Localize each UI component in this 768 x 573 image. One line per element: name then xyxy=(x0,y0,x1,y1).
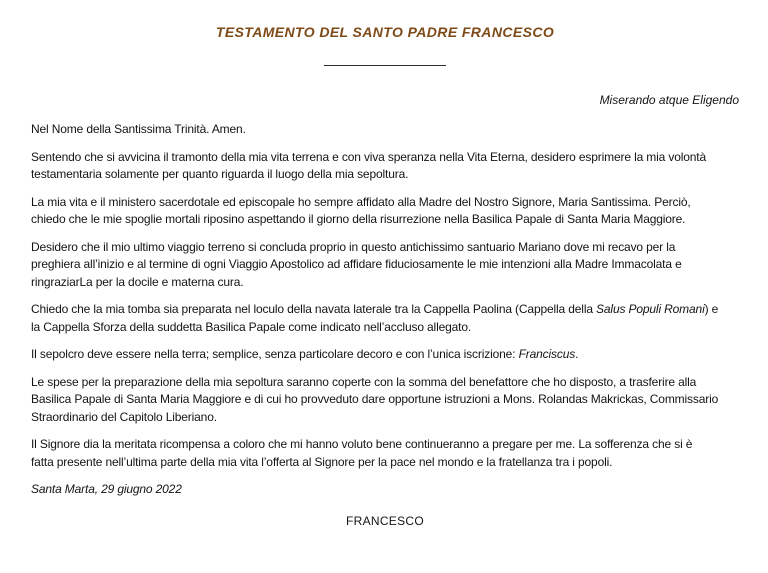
date-place-line: Santa Marta, 29 giugno 2022 xyxy=(31,482,182,496)
text-run: Il Signore dia la meritata ricompensa a coloro che mi hanno voluto bene continueranno a pregare per me. La sofferenza che si è xyxy=(31,437,693,451)
title-separator-rule xyxy=(324,65,446,66)
text-run: La mia vita e il ministero sacerdotale ed episcopale ho sempre affidato alla Madre del Nostro Signore, Maria Santissima. Perciò, xyxy=(31,194,691,209)
text-line xyxy=(31,256,739,274)
text-run: Il sepolcro deve essere nella terra; semplice, senza particolare decoro e con l’unica iscrizione: xyxy=(31,347,519,361)
paragraph-blessing xyxy=(31,436,739,471)
text-run: chiedo che le mie spoglie mortali riposino aspettando il giorno della risurrezione nella Basilica Papale di Santa Maria Maggiore. xyxy=(31,212,686,226)
text-run: Basilica Papale di Santa Maria Maggiore e di cui ho provveduto dare opportune istruzioni a Mons. Rolandas Makrickas, Commissario xyxy=(31,392,719,406)
text-line xyxy=(31,374,739,392)
text-run: la Cappella Sforza della suddetta Basilica Papale come indicato nell’accluso allegato. xyxy=(31,319,472,334)
text-run: testamentaria solamente per quanto riguarda il luogo della mia sepoltura. xyxy=(31,167,409,181)
text-run: ) e xyxy=(704,302,719,316)
text-line xyxy=(31,436,739,454)
text-line xyxy=(31,346,739,364)
text-line xyxy=(31,194,739,212)
text-run: preghiera all’inizio e al termine di ogni Viaggio Apostolico ad affidare fiduciosamente le mie intenzioni alla Madre Immacolata e xyxy=(31,257,682,271)
text-run: . xyxy=(575,347,579,361)
papal-motto: Miserando atque Eligendo xyxy=(599,93,739,107)
document-title: TESTAMENTO DEL SANTO PADRE FRANCESCO xyxy=(215,24,555,40)
text-line xyxy=(31,454,739,472)
text-line xyxy=(31,319,739,337)
text-run: Le spese per la preparazione della mia sepoltura saranno coperte con la somma del benefattore che ho disposto, a trasferire alla xyxy=(31,374,697,389)
text-run: Nel Nome della Santissima Trinità. Amen. xyxy=(31,122,246,136)
text-line xyxy=(31,166,739,184)
paragraph-tomb-location xyxy=(31,301,739,336)
italic-text-run: Franciscus xyxy=(518,347,576,361)
paragraph-expenses xyxy=(31,374,739,427)
testament-document-page xyxy=(0,24,768,573)
text-line xyxy=(31,391,739,409)
paragraph-dedication xyxy=(31,194,739,229)
text-line xyxy=(31,301,739,319)
text-line xyxy=(31,211,739,229)
text-run: Straordinario del Capitolo Liberiano. xyxy=(31,409,217,424)
text-run: ringraziarLa per la docile e materna cura. xyxy=(31,274,244,289)
document-body xyxy=(31,121,739,530)
text-line xyxy=(31,274,739,292)
text-line xyxy=(31,409,739,427)
paragraph-premise xyxy=(31,149,739,184)
paragraph-invocation xyxy=(31,121,739,139)
text-run: Desidero che il mio ultimo viaggio terreno si concluda proprio in questo antichissimo santuario Mariano dove mi recavo per la xyxy=(31,239,676,254)
text-line xyxy=(31,121,739,139)
signature: FRANCESCO xyxy=(345,513,425,528)
text-run: Sentendo che si avvicina il tramonto della mia vita terrena e con viva speranza nella Vita Eterna, desidero esprimere la mia volontà xyxy=(31,149,707,164)
italic-text-run: Salus Populi Romani xyxy=(596,302,705,316)
paragraph-sanctuary xyxy=(31,239,739,292)
text-line xyxy=(31,239,739,257)
text-run: fatta presente nell’ultima parte della mia vita l’offerta al Signore per la pace nel mondo e la fratellanza tra i popoli. xyxy=(31,454,613,469)
paragraph-inscription xyxy=(31,346,739,364)
text-line xyxy=(31,149,739,167)
text-run: Chiedo che la mia tomba sia preparata nel loculo della navata laterale tra la Cappella Paolina (Cappella della xyxy=(31,302,597,316)
